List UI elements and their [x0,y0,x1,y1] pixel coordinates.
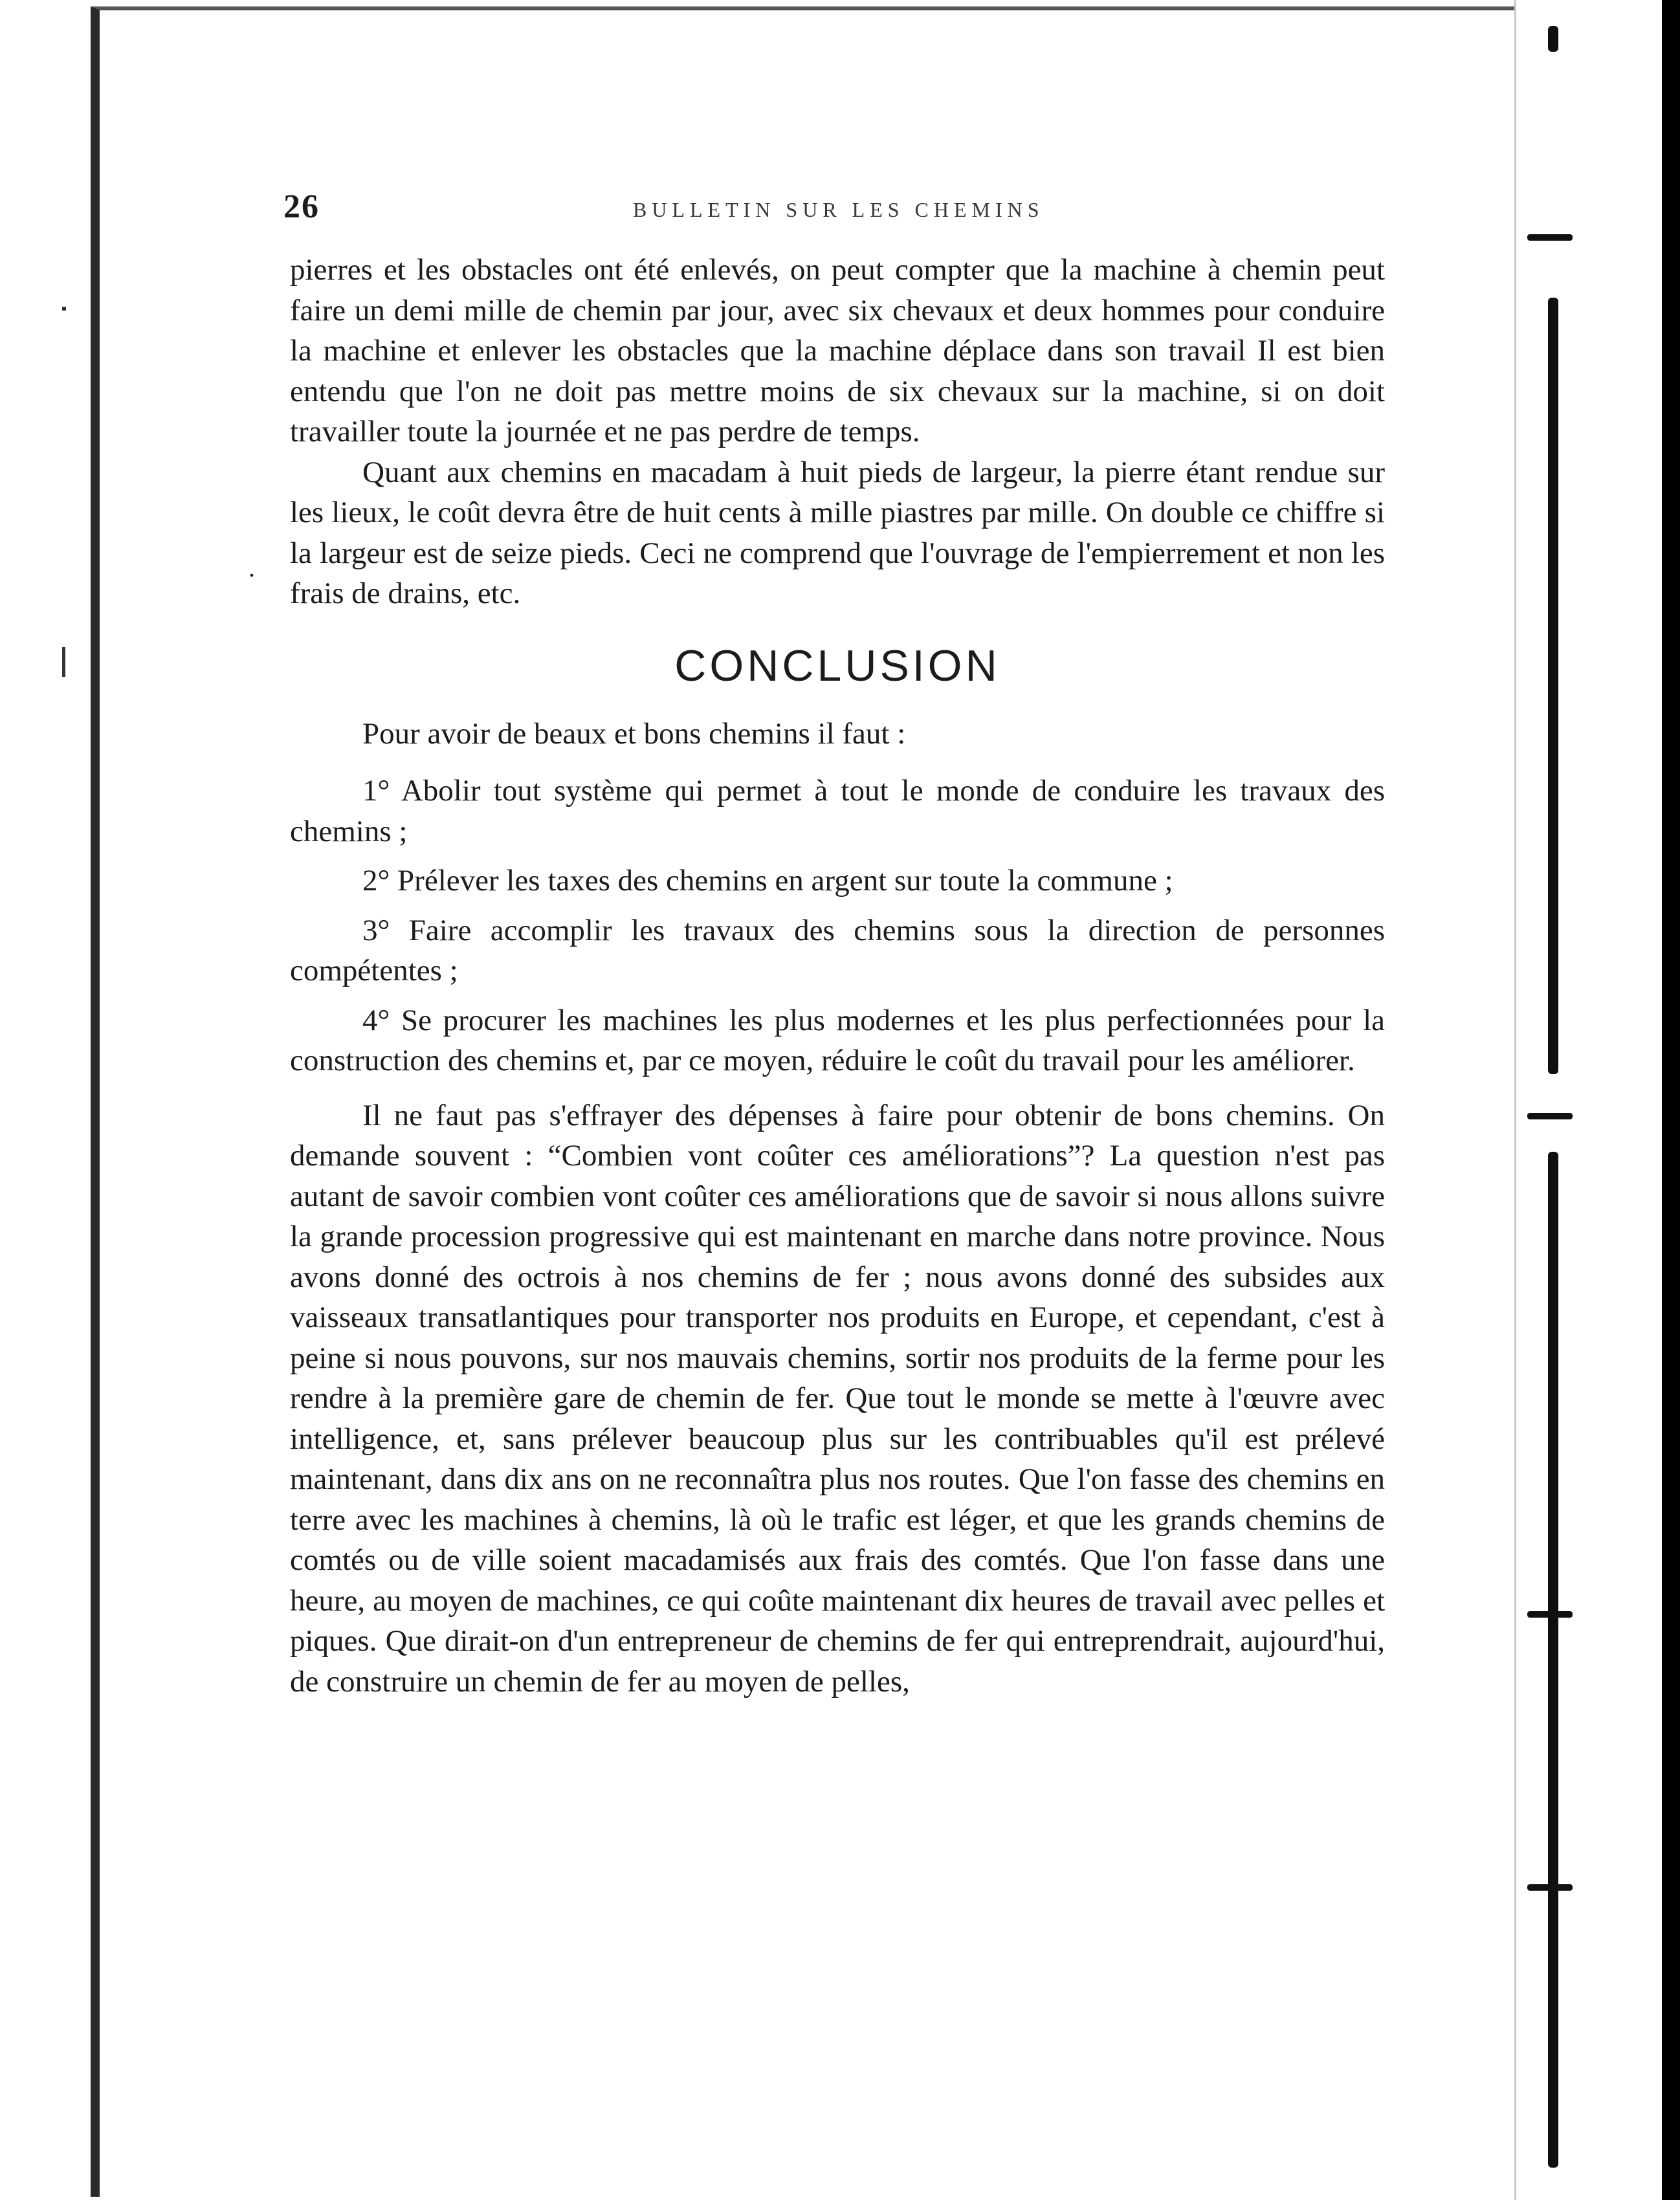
binding-stitch [1527,1113,1573,1119]
binding-stitch [1527,1884,1573,1891]
binding-stitch [1527,1611,1573,1618]
page-right-edge [1514,0,1553,2200]
scan-border [1662,0,1680,2200]
paragraph-macadam: Quant aux chemins en macadam à huit pieds de largeur, la pierre étant rendue sur les lieux, le coût devra être de huit cents à mille piastres par mille. On double ce chiffre si la largeur est de seize pieds. Ceci ne comprend que l'ouvrage de l'empierrement et non les frais de drains, etc. [290,455,1385,610]
binding-stitch [1527,234,1573,241]
page-number: 26 [283,188,320,225]
scan-mark [62,647,65,677]
binding-cord [1548,1152,1558,1540]
list-item: 3° Faire accomplir les travaux des chemins sous la direction de personnes compétentes ; [290,913,1385,987]
list-item: 2° Prélever les taxes des chemins en argent sur toute la commune ; [362,864,1173,897]
page-body [290,250,1385,1702]
conclusion-lead: Pour avoir de beaux et bons chemins il faut : [362,716,906,751]
running-head: BULLETIN SUR LES CHEMINS [633,198,1044,221]
stray-mark: . [249,553,255,582]
page-header [283,188,1384,226]
binding-cord [1548,26,1558,52]
binding-strip [1551,0,1680,2200]
list-item: 4° Se procurer les machines les plus modernes et les plus perfectionnées pour la construction des chemins et, par ce moyen, réduire le coût du travail pour les améliorer. [290,1003,1385,1077]
section-heading: CONCLUSION [674,641,1000,690]
binding-cord [1548,298,1558,1074]
scan-mark [62,307,66,311]
list-item: 1° Abolir tout système qui permet à tout le monde de conduire les travaux des chemins ; [290,774,1385,848]
closing-paragraph: Il ne faut pas s'effrayer des dépenses à faire pour obtenir de bons chemins. On demande souvent : “Combien vont coûter ces améliorations”? La question n'est pas autant de savoir combien vont coûter ces améliorations que de savoir si nous allons suivre la grande procession progressive qui est maintenant en marche dans notre province. Nous avons donné des octrois à nos chemins de fer ; nous avons donné des subsides aux vaisseaux transatlantiques pour transporter nos produits en Europe, et cependant, c'est à peine si nous pouvons, sur nos mauvais chemins, sortir nos produits de la ferme pour les rendre à la première gare de chemin de fer. Que tout le monde se mette à l'œuvre avec intelligence, et, sans prélever beaucoup plus sur les contribuables qu'il est prélevé maintenant, dans dix ans on ne reconnaîtra plus nos routes. Que l'on fasse des chemins en terre avec les machines à chemins, là où le trafic est léger, et que les grands chemins de comtés ou de ville soient macadamisés aux frais des comtés. Que l'on fasse dans une heure, au moyen de machines, ce qui coûte maintenant dix heures de travail avec pelles et piques. Que dirait-on d'un entrepreneur de chemins de fer qui entreprendrait, aujourd'hui, de construire un chemin de fer au moyen de pelles, [290,1098,1385,1699]
outer-margin [0,0,91,2200]
binding-cord [1548,1521,1558,2168]
paragraph-continuation: pierres et les obstacles ont été enlevés, on peut compter que la machine à chemin peut faire un demi mille de chemin par jour, avec six chevaux et deux hommes pour conduire la machine et enlever les obstacles que la machine déplace dans son travail Il est bien entendu que l'on ne doit pas mettre moins de six chevaux sur la machine, si on doit travailler toute la journée et ne pas perdre de temps. [290,253,1385,448]
